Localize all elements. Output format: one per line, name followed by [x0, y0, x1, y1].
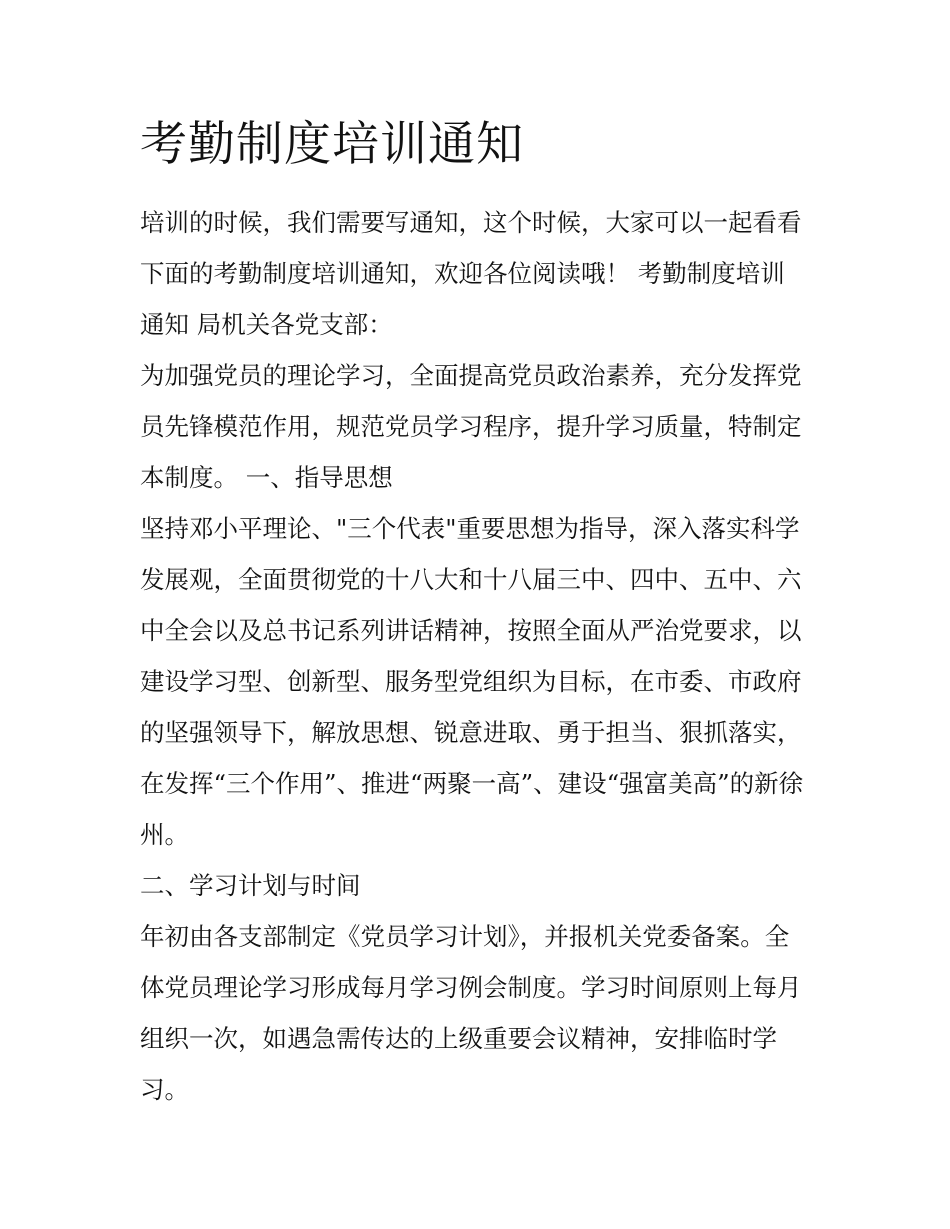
body-line: 习。: [140, 1075, 189, 1104]
body-line: 坚持邓小平理论、"三个代表"重要思想为指导，深入落实科学: [140, 514, 800, 543]
document-title: 考勤制度培训通知: [140, 117, 524, 172]
body-line: 通知 局机关各党支部：: [140, 310, 393, 339]
body-line: 培训的时候，我们需要写通知，这个时候，大家可以一起看看: [140, 208, 802, 237]
body-line: 发展观，全面贯彻党的十八大和十八届三中、四中、五中、六: [140, 565, 802, 594]
body-line: 中全会以及总书记系列讲话精神，按照全面从严治党要求，以: [140, 616, 802, 645]
body-line: 员先锋模范作用，规范党员学习程序，提升学习质量，特制定: [140, 412, 802, 441]
body-line: 的坚强领导下，解放思想、锐意进取、勇于担当、狠抓落实，: [140, 718, 802, 747]
body-line: 为加强党员的理论学习，全面提高党员政治素养，充分发挥党: [140, 361, 802, 390]
body-line: 本制度。 一、指导思想: [140, 463, 393, 492]
section-heading: 二、学习计划与时间: [140, 871, 361, 900]
body-line: 下面的考勤制度培训通知，欢迎各位阅读哦！ 考勤制度培训: [140, 259, 785, 288]
body-line: 组织一次，如遇急需传达的上级重要会议精神，安排临时学: [140, 1024, 777, 1053]
document-body: [140, 197, 820, 1115]
body-line: 体党员理论学习形成每月学习例会制度。学习时间原则上每月: [140, 973, 802, 1002]
body-line: 在发挥“三个作用”、推进“两聚一高”、建设“强富美高”的新徐: [140, 769, 804, 798]
body-line: 建设学习型、创新型、服务型党组织为目标，在市委、市政府: [140, 667, 802, 696]
body-line: 州。: [140, 820, 189, 849]
body-line: 年初由各支部制定《党员学习计划》，并报机关党委备案。全: [140, 922, 790, 951]
